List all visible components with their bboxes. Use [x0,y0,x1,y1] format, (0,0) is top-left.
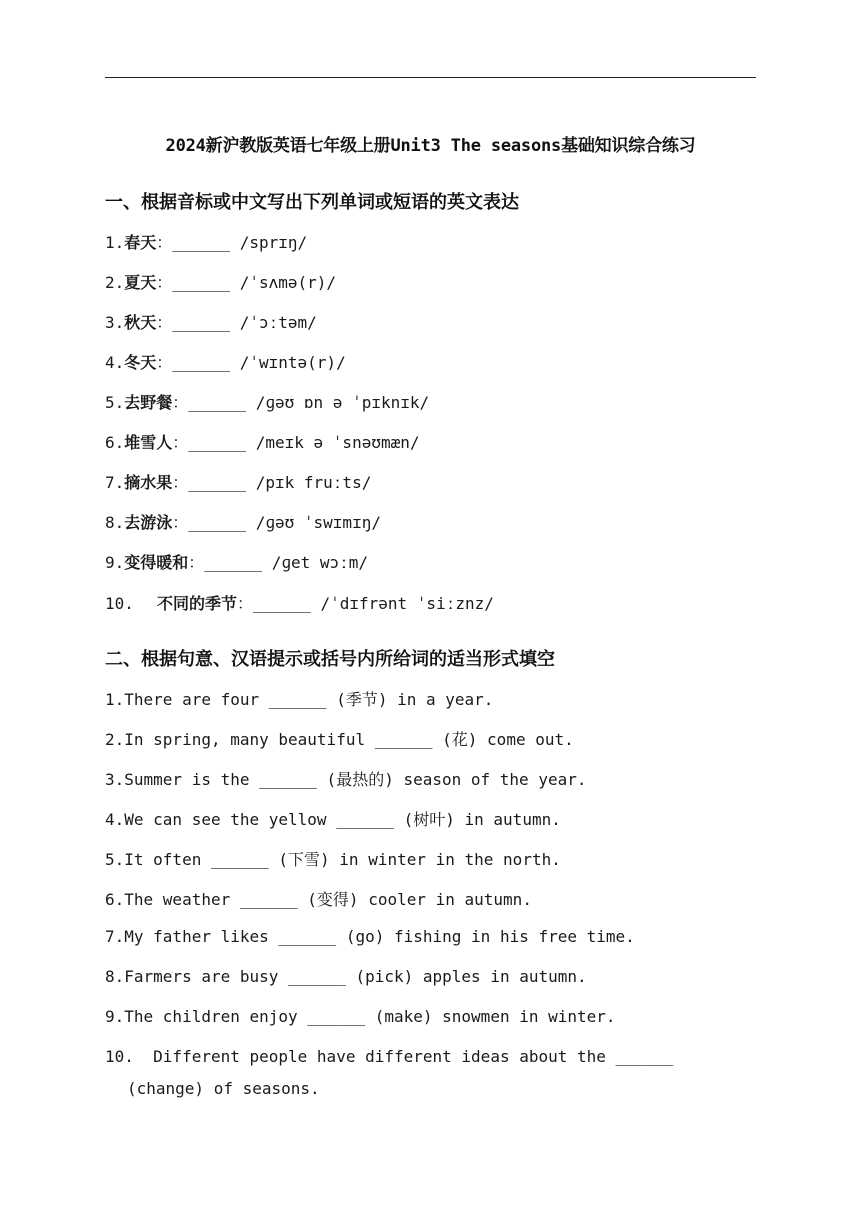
separator: ： [172,393,189,412]
item-number: 4. [105,353,125,372]
separator: ： [156,353,173,372]
chinese-term: 春天 [124,233,157,252]
answer-blank: ______ [172,353,231,372]
item-number: 8. [105,513,125,532]
item-number: 3. [105,313,125,332]
vocab-item-1 [105,230,307,253]
chinese-term: 堆雪人 [124,433,173,452]
separator: ： [237,594,254,613]
phonetic: /ˈdɪfrənt ˈsiːznz/ [320,594,494,613]
document-title: 2024新沪教版英语七年级上册Unit3 The seasons基础知识综合练习 [165,136,696,156]
separator: ： [172,513,189,532]
answer-blank: ______ [188,513,247,532]
item-number: 2. [105,273,125,292]
phonetic: /pɪk fruːts/ [255,473,372,492]
answer-blank: ______ [172,313,231,332]
vocab-item-5 [105,390,429,413]
phonetic: /sprɪŋ/ [239,233,308,252]
chinese-term: 变得暖和 [124,553,189,572]
answer-blank: ______ [188,433,247,452]
separator: ： [156,233,173,252]
vocab-item-8 [105,510,381,533]
item-number: 10. [105,594,134,613]
vocab-item-7 [105,470,371,493]
vocab-item-3 [105,310,317,333]
item-number: 9. [105,553,125,572]
phonetic: /meɪk ə ˈsnəʊmæn/ [255,433,420,452]
sentence-item-9: 9.The children enjoy ______ (make) snowmen in winter. [105,1007,616,1026]
answer-blank: ______ [253,594,311,613]
vocab-item-10 [105,591,494,614]
vocab-item-2 [105,270,336,293]
sentence-item-5: 5.It often ______ (下雪) in winter in the north. [105,850,561,869]
sentence-item-10 [105,1041,725,1105]
vocab-item-6 [105,430,420,453]
phonetic: /ˈwɪntə(r)/ [239,353,346,372]
vocab-item-4 [105,350,346,373]
chinese-term: 去游泳 [124,513,173,532]
separator: ： [188,553,205,572]
section-2-heading: 二、根据句意、汉语提示或括号内所给词的适当形式填空 [105,649,555,670]
item-number: 5. [105,393,125,412]
answer-blank: ______ [188,393,247,412]
chinese-term: 不同的季节 [157,594,238,613]
phonetic: /ɡəʊ ɒn ə ˈpɪknɪk/ [255,393,430,412]
separator: ： [156,273,173,292]
item-number: 6. [105,433,125,452]
chinese-term: 秋天 [124,313,157,332]
sentence-item-4: 4.We can see the yellow ______ (树叶) in autumn. [105,810,561,829]
phonetic: /ɡəʊ ˈswɪmɪŋ/ [255,513,381,532]
phonetic: /ˈɔːtəm/ [239,313,317,332]
sentence-item-3: 3.Summer is the ______ (最热的) season of the year. [105,770,587,789]
sentence-item-6: 6.The weather ______ (变得) cooler in autumn. [105,890,532,909]
chinese-term: 摘水果 [124,473,173,492]
header-rule [105,77,756,78]
item-number: 1. [105,233,125,252]
sentence-item-2: 2.In spring, many beautiful ______ (花) come out. [105,730,574,749]
sentence-item-1: 1.There are four ______ (季节) in a year. [105,690,494,709]
chinese-term: 冬天 [124,353,157,372]
separator: ： [172,473,189,492]
separator: ： [172,433,189,452]
answer-blank: ______ [188,473,247,492]
answer-blank: ______ [172,233,231,252]
sentence-line-2: (change) of seasons. [127,1079,320,1098]
phonetic: /ˈsʌmə(r)/ [239,273,337,292]
answer-blank: ______ [172,273,231,292]
sentence-item-7: 7.My father likes ______ (go) fishing in his free time. [105,927,635,946]
sentence-line-1: 10. Different people have different ideas about the ______ [105,1047,674,1066]
separator: ： [156,313,173,332]
vocab-item-9 [105,550,368,573]
sentence-item-8: 8.Farmers are busy ______ (pick) apples in autumn. [105,967,587,986]
phonetic: /ɡet wɔːm/ [271,553,369,572]
answer-blank: ______ [204,553,263,572]
chinese-term: 夏天 [124,273,157,292]
item-number: 7. [105,473,125,492]
chinese-term: 去野餐 [124,393,173,412]
section-1-heading: 一、根据音标或中文写出下列单词或短语的英文表达 [105,192,519,213]
